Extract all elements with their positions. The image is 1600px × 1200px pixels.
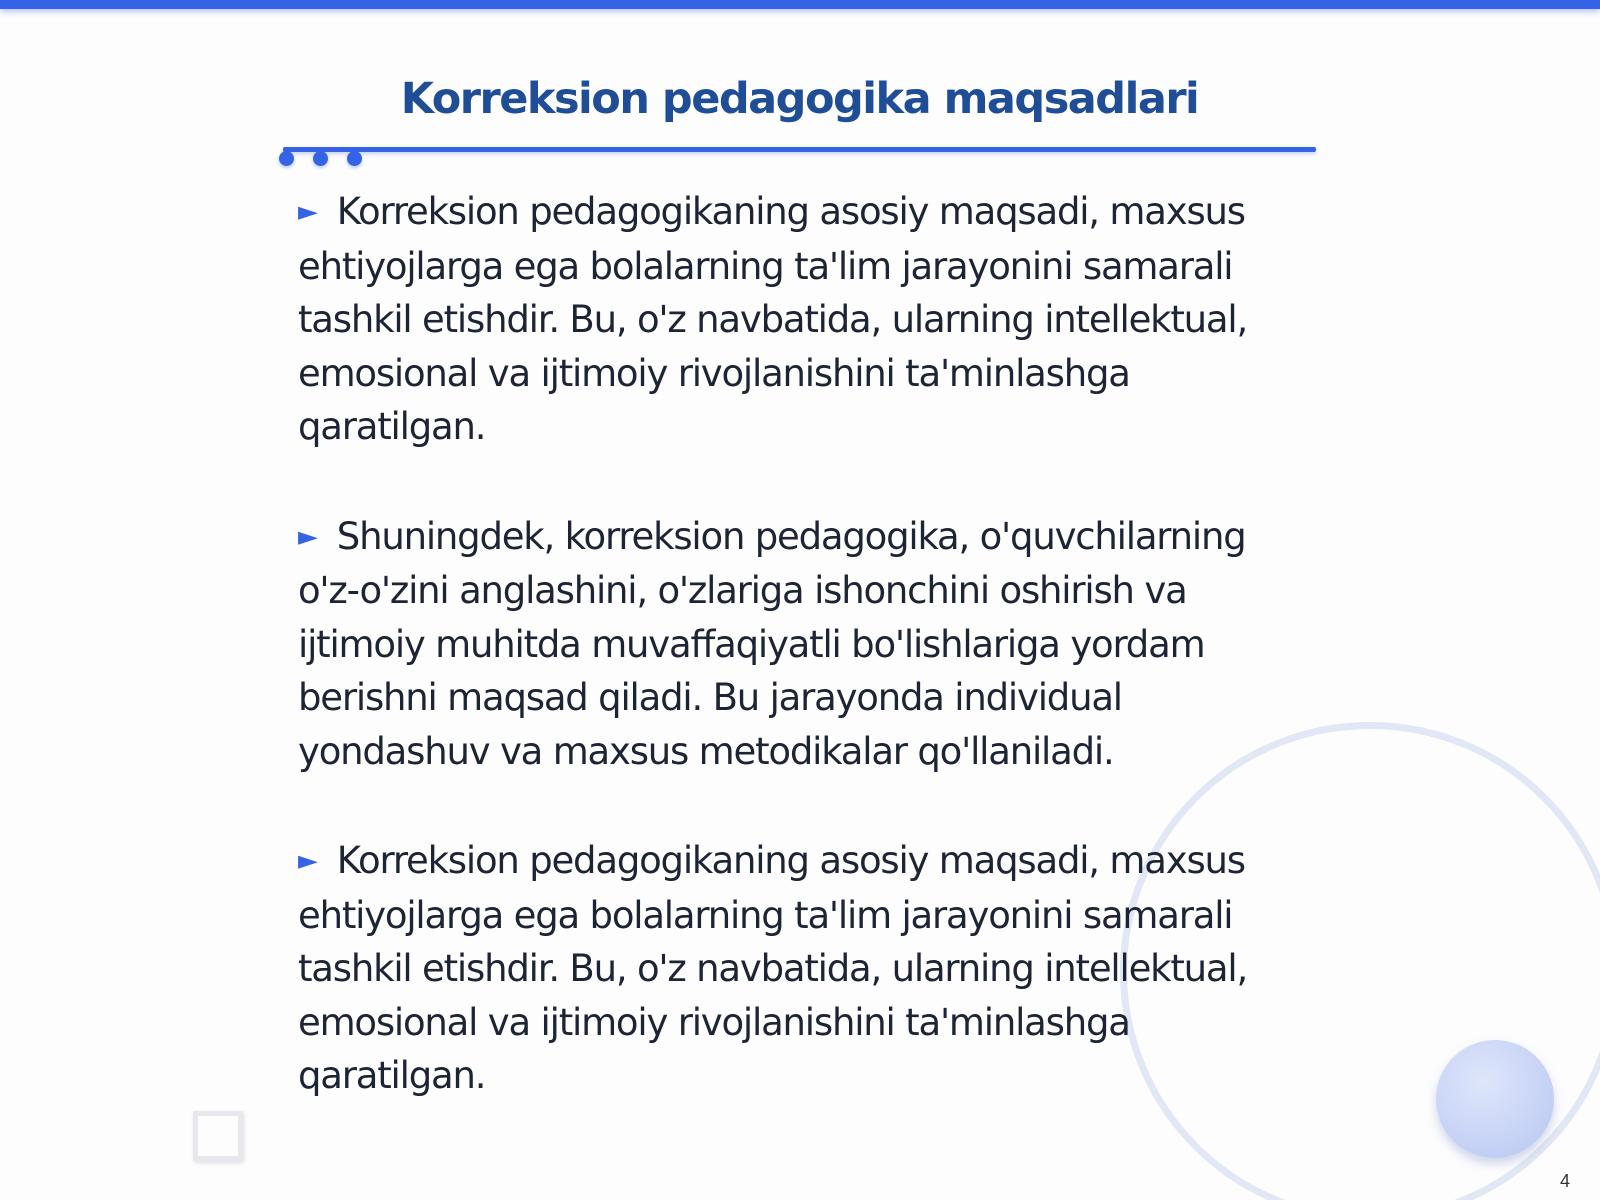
bullet-paragraph-3	[298, 834, 1298, 1103]
bullet-arrow-icon: ►	[298, 197, 317, 227]
paragraph-text: Korreksion pedagogikaning asosiy maqsadi, maxsus ehtiyojlarga ega bolalarning ta'lim jarayonini samarali tashkil etishdir. Bu, o'z navbatida, ularning intellektual, emosional va ijtimoiy rivojlanishini ta'minlashga qaratilgan.	[298, 839, 1248, 1097]
bullet-arrow-icon: ►	[298, 846, 317, 876]
decorative-dot-3	[347, 151, 362, 166]
decorative-square	[193, 1111, 243, 1161]
decorative-circle	[1436, 1040, 1554, 1158]
bullet-list	[298, 185, 1298, 1159]
paragraph-text: Shuningdek, korreksion pedagogika, o'quvchilarning o'z-o'zini anglashini, o'zlariga ishonchini oshirish va ijtimoiy muhitda muvaffaqiyatli bo'lishlariga yordam berishni maqsad qiladi. Bu jarayonda individual yondashuv va maxsus metodikalar qo'llaniladi.	[298, 514, 1246, 773]
bullet-arrow-icon: ►	[298, 521, 317, 552]
decorative-dot-1	[279, 151, 294, 166]
slide-title: Korreksion pedagogika maqsadlari	[400, 74, 1199, 124]
bullet-paragraph-2	[298, 510, 1298, 779]
page-number: 4	[1559, 1171, 1570, 1191]
decorative-dot-2	[313, 151, 328, 166]
paragraph-text: Korreksion pedagogikaning asosiy maqsadi, maxsus ehtiyojlarga ega bolalarning ta'lim jarayonini samarali tashkil etishdir. Bu, o'z navbatida, ularning intellektual, emosional va ijtimoiy rivojlanishini ta'minlashga qaratilgan.	[298, 190, 1248, 448]
bullet-paragraph-1	[298, 185, 1298, 454]
title-underline	[283, 147, 1316, 152]
top-accent-bar	[0, 0, 1600, 9]
